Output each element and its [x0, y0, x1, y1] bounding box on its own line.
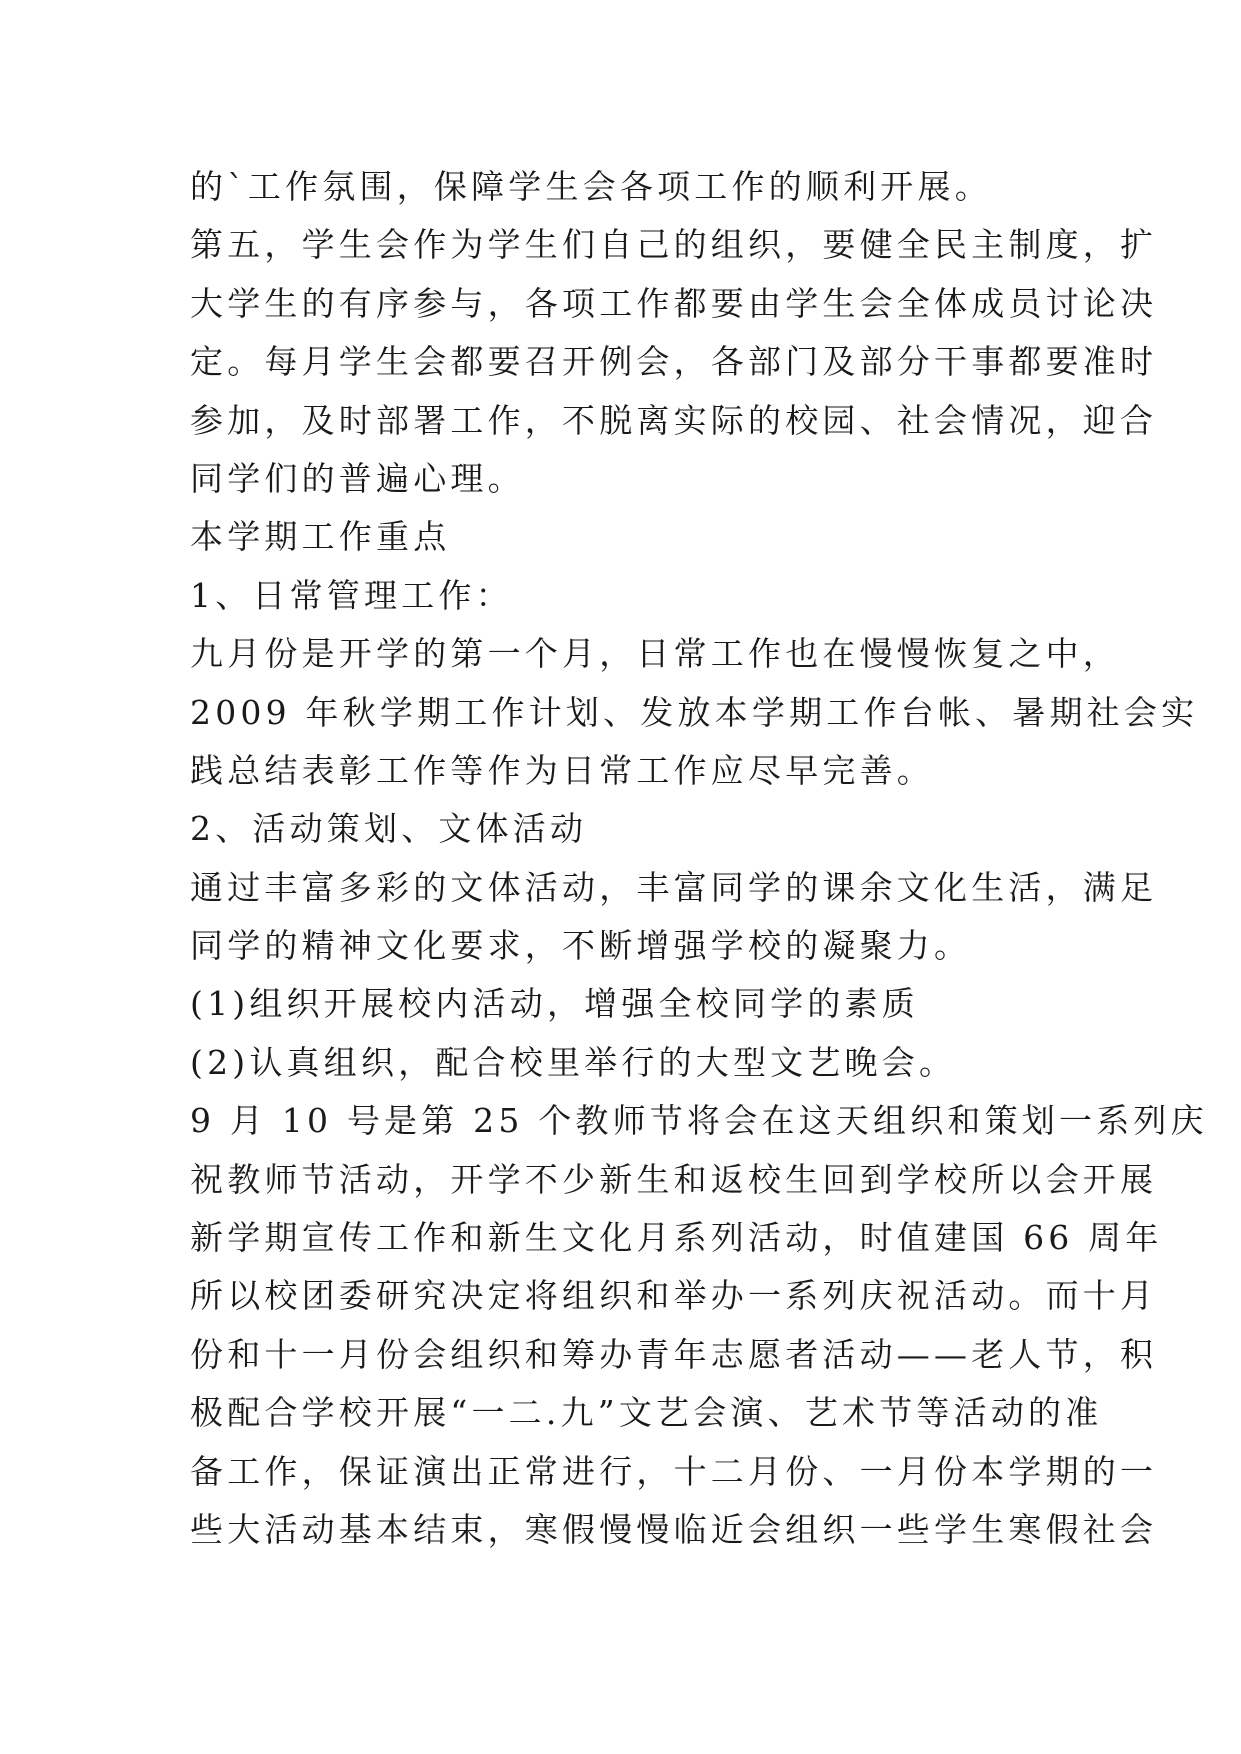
subsection-heading: 2、活动策划、文体活动: [190, 809, 588, 849]
list-item: (2)认真组织，配合校里举行的大型文艺晚会。: [190, 1042, 957, 1082]
text-line: 的`工作氛围，保障学生会各项工作的顺利开展。: [190, 167, 992, 206]
list-item: (1)组织开展校内活动，增强全校同学的素质: [190, 984, 919, 1024]
text-line: 九月份是开学的第一个月，日常工作也在慢慢恢复之中，: [190, 634, 1120, 674]
text-line: 践总结表彰工作等作为日常工作应尽早完善。: [190, 750, 934, 790]
text-line: 新学期宣传工作和新生文化月系列活动，时值建国 66 周年: [190, 1218, 1163, 1258]
text-line: 些大活动基本结束，寒假慢慢临近会组织一些学生寒假社会: [190, 1509, 1158, 1549]
text-line: 极配合学校开展“一二.九”文艺会演、艺术节等活动的准: [190, 1393, 1103, 1433]
text-line: 祝教师节活动，开学不少新生和返校生回到学校所以会开展: [190, 1159, 1158, 1199]
text-line: 定。每月学生会都要召开例会，各部门及部分干事都要准时: [190, 342, 1158, 382]
text-line: 第五，学生会作为学生们自己的组织，要健全民主制度，扩: [190, 225, 1158, 265]
text-line: 同学们的普遍心理。: [190, 458, 525, 498]
text-line: 备工作，保证演出正常进行，十二月份、一月份本学期的一: [190, 1451, 1158, 1491]
text-line: 所以校团委研究决定将组织和举办一系列庆祝活动。而十月: [190, 1276, 1158, 1316]
text-line: 通过丰富多彩的文体活动，丰富同学的课余文化生活，满足: [190, 867, 1158, 907]
text-line: 2009 年秋学期工作计划、发放本学期工作台帐、暑期社会实: [190, 692, 1199, 732]
section-heading: 本学期工作重点: [190, 517, 451, 557]
subsection-heading: 1、日常管理工作：: [190, 575, 513, 615]
text-line: 大学生的有序参与，各项工作都要由学生会全体成员讨论决: [190, 283, 1158, 323]
document-body: [190, 158, 1208, 1559]
text-line: 9 月 10 号是第 25 个教师节将会在这天组织和策划一系列庆: [190, 1101, 1208, 1141]
text-line: 份和十一月份会组织和筹办青年志愿者活动——老人节，积: [190, 1334, 1158, 1374]
text-line: 同学的精神文化要求，不断增强学校的凝聚力。: [190, 926, 972, 966]
text-line: 参加，及时部署工作，不脱离实际的校园、社会情况，迎合: [190, 400, 1158, 440]
